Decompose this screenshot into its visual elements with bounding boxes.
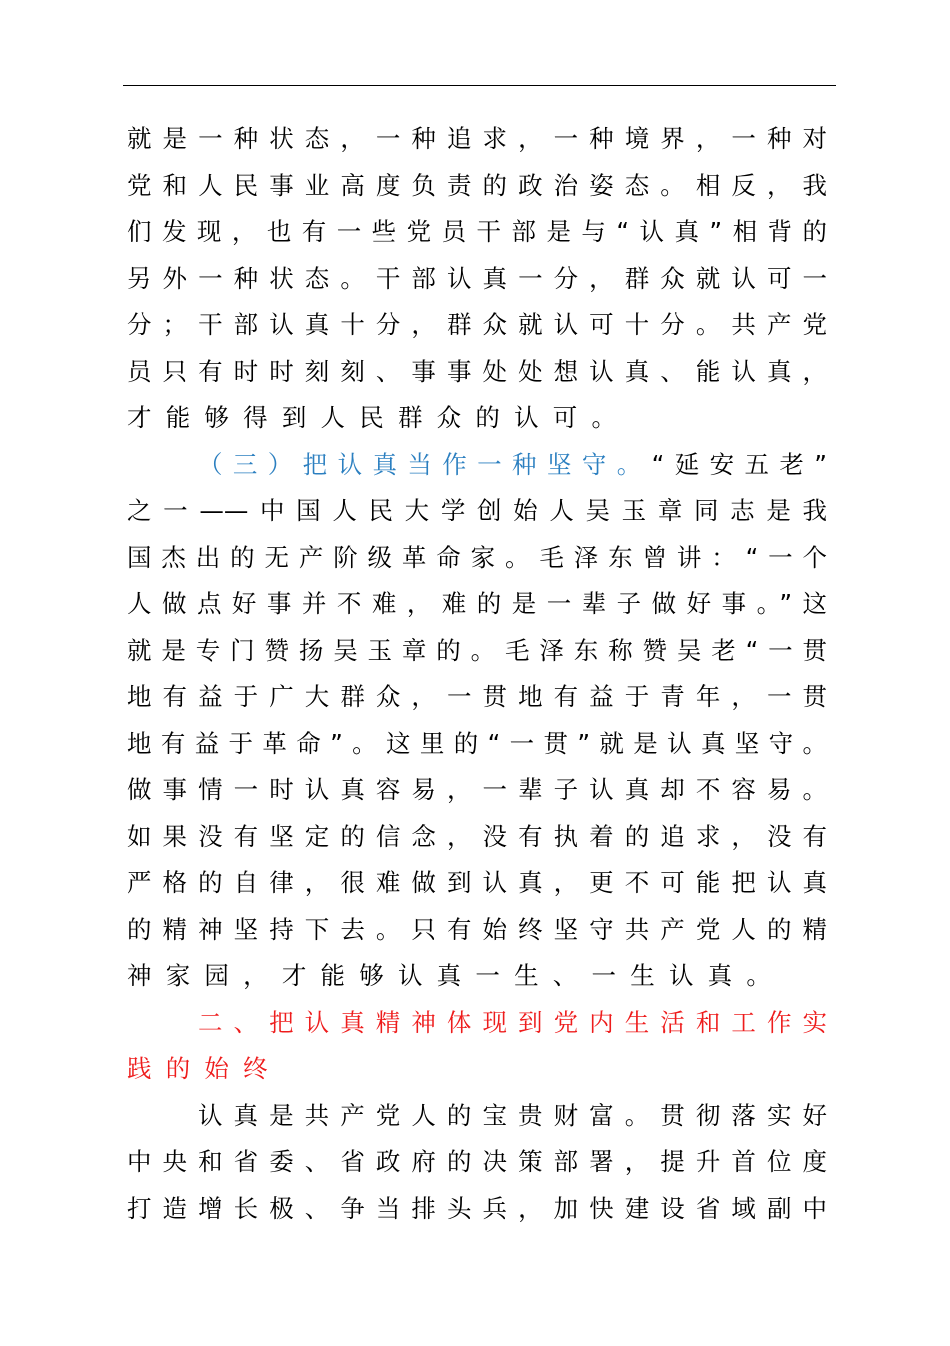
heading-line: 践的始终	[127, 1054, 282, 1083]
subheading-title: （三）把认真当作一种坚守。	[198, 449, 652, 479]
text-line: 才能够得到人民群众的认可。	[127, 403, 631, 432]
text-line: 地有益于革命”。这里的“一贯”就是认真坚守。	[127, 728, 827, 758]
subheading-tail: “延安五老”	[651, 449, 828, 479]
text-line: 另外一种状态。干部认真一分，群众就认可一	[127, 263, 827, 293]
text-line: 神家园，才能够认真一生、一生认真。	[127, 961, 786, 990]
paragraph	[127, 1093, 827, 1233]
text-line: 认真是共产党人的宝贵财富。贯彻落实好	[198, 1100, 827, 1130]
text-line: 党和人民事业高度负责的政治姿态。相反，我	[127, 170, 827, 200]
text-line: 国杰出的无产阶级革命家。毛泽东曾讲：“一个	[127, 542, 827, 572]
text-line: 严格的自律，很难做到认真，更不可能把认真	[127, 868, 827, 897]
text-line: 员只有时时刻刻、事事处处想认真、能认真，	[127, 356, 827, 386]
text-line: 就是一种状态，一种追求，一种境界，一种对	[127, 124, 827, 153]
section-heading	[127, 1000, 827, 1093]
paragraph-subheading	[127, 442, 827, 1000]
text-line: 人做点好事并不难，难的是一辈子做好事。”这	[127, 589, 827, 618]
paragraph	[127, 116, 827, 442]
text-line: 做事情一时认真容易，一辈子认真却不容易。	[127, 775, 827, 804]
text-line: 分；干部认真十分，群众就认可十分。共产党	[127, 310, 827, 339]
text-line: 打造增长极、争当排头兵，加快建设省域副中	[127, 1193, 827, 1223]
text-line: 如果没有坚定的信念，没有执着的追求，没有	[127, 821, 827, 851]
text-line: 的精神坚持下去。只有始终坚守共产党人的精	[127, 914, 827, 944]
heading-line: 二、把认真精神体现到党内生活和工作实	[198, 1007, 827, 1037]
text-line: 之一——中国人民大学创始人吴玉章同志是我	[127, 496, 827, 525]
subheading-line	[127, 442, 827, 489]
text-line: 地有益于广大群众，一贯地有益于青年，一贯	[127, 682, 827, 711]
header-rule	[123, 85, 836, 86]
text-line: 就是专门赞扬吴玉章的。毛泽东称赞吴老“一贯	[127, 635, 827, 665]
text-line: 中央和省委、省政府的决策部署，提升首位度	[127, 1147, 827, 1176]
document-body	[127, 116, 827, 1232]
text-line: 们发现，也有一些党员干部是与“认真”相背的	[127, 217, 827, 246]
